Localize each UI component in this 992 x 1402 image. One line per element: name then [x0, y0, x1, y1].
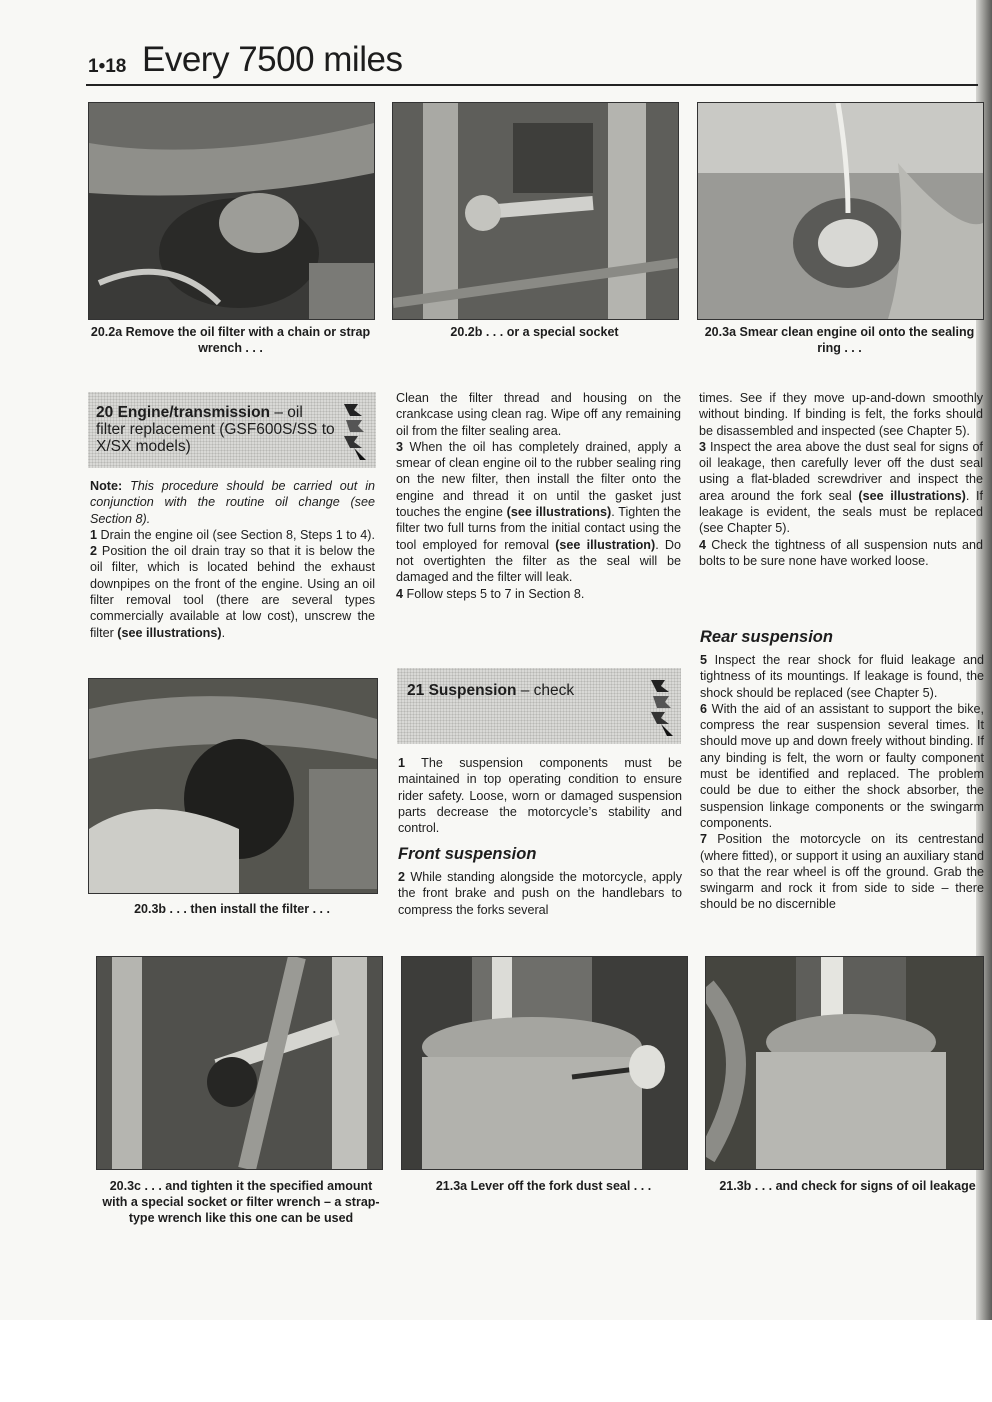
- header-rule: [86, 84, 978, 86]
- photo-20-3b: [88, 678, 378, 894]
- section-21-number: 21: [407, 682, 425, 699]
- section-21-title-bold: Suspension: [428, 682, 517, 699]
- section-21-step-5: 5 Inspect the rear shock for fluid leakage and tightness of its mountings. If leakage is found, the shock should be replaced (see Chapter 5).: [700, 653, 984, 700]
- section-21-step-6: 6 With the aid of an assistant to support the bike, compress the rear suspension several times. It should move up and down freely without binding. If any binding is felt, the worn or faulty component must be identified and replaced. The problem could be due to either the shock absorber, the suspension linkage components or the swingarm components.: [700, 701, 984, 830]
- rear-suspension-heading: Rear suspension: [700, 628, 833, 646]
- section-20-title-bold: Engine/transmission: [117, 404, 271, 421]
- caption-20-3c: 20.3c . . . and tighten it the specified amount with a special socket or filter wrench – a strap-type wrench like this one can be used: [102, 1179, 380, 1225]
- section-20-number: 20: [96, 404, 114, 421]
- section-21-step-2-cont: times. See if they move up-and-down smoothly without binding. If binding is felt, the forks should be disassembled and inspected (see Chapter 5).: [699, 391, 983, 438]
- section-20-title-rest: – oil filter replacement (GSF600S/SS to X/SX models): [96, 404, 335, 455]
- column-1-text: [90, 478, 375, 641]
- column-3-text: [699, 390, 983, 569]
- caption-20-3b: 20.3b . . . then install the filter . . .: [134, 902, 330, 916]
- caption-21-3b: 21.3b . . . and check for signs of oil leakage: [719, 1179, 976, 1193]
- caption-20-3a: 20.3a Smear clean engine oil onto the sealing ring . . .: [704, 325, 975, 355]
- section-21-step-3: 3 Inspect the area above the dust seal for signs of oil leakage, then carefully lever off the dust seal using a flat-bladed screwdriver and inspect the area around the fork seal (see illustrations). If leakage is evident, the seals must be replaced (see Chapter 5).: [699, 439, 983, 536]
- spanner-difficulty-icon: [647, 676, 675, 738]
- page-title: Every 7500 miles: [142, 40, 403, 79]
- section-21-step-1: 1 The suspension components must be maintained in top operating condition to ensure rider safety. Loose, worn or damaged suspension parts decrease the motorcycle’s stability and control.: [398, 756, 682, 836]
- photo-20-2b: [392, 102, 679, 320]
- front-suspension-heading: Front suspension: [398, 845, 537, 863]
- section-20-title: [96, 404, 336, 455]
- section-21-title: [407, 682, 637, 699]
- caption-21-3a: 21.3a Lever off the fork dust seal . . .: [435, 1179, 652, 1193]
- section-20-note: Note: This procedure should be carried out in conjunction with the routine oil change (see Section 8).: [90, 479, 375, 526]
- section-21-step-7: 7 Position the motorcycle on its centrestand (where fitted), or support it using an auxiliary stand so that the rear wheel is off the ground. Grab the swingarm and rock it from side to side – there should be no discernible: [700, 832, 984, 912]
- section-21-step-4: 4 Check the tightness of all suspension nuts and bolts to be sure none have worked loose.: [699, 537, 983, 568]
- caption-20-2b: 20.2b . . . or a special socket: [450, 325, 619, 339]
- photo-20-2a: [88, 102, 375, 320]
- section-21-step-2: 2 While standing alongside the motorcycle, apply the front brake and push on the handlebars to compress the forks several: [398, 870, 682, 917]
- section-20-step-1: 1 Drain the engine oil (see Section 8, Steps 1 to 4).: [90, 527, 375, 542]
- section-20-step-3: 3 When the oil has completely drained, apply a smear of clean engine oil to the rubber sealing ring on the new filter, then install the filter onto the engine and thread it on until the gasket just touches the engine (see illustrations). Tighten the filter two full turns from the initial contact using the tool employed for removal (see illustration). Do not overtighten the filter as the seal will be damaged and the filter will leak.: [396, 439, 682, 585]
- section-20-step-2-cont: Clean the filter thread and housing on the crankcase using clean rag. Wipe off any remaining oil from the filter sealing area.: [396, 391, 681, 438]
- section-20-step-2: 2 Position the oil drain tray so that it is below the oil filter, which is located behind the exhaust downpipes on the front of the engine. Using an oil filter removal tool (there are several types commercially available at low cost), unscrew the filter (see illustrations).: [90, 544, 375, 640]
- spanner-difficulty-icon: [340, 400, 368, 462]
- photo-21-3a: [401, 956, 688, 1170]
- section-20-step-4: 4 Follow steps 5 to 7 in Section 8.: [396, 586, 585, 601]
- section-20-header: [88, 392, 376, 468]
- photo-20-3c: [96, 956, 383, 1170]
- column-2-text: [396, 390, 681, 602]
- column-2-lower-text: [398, 755, 682, 836]
- page-number: 1•18: [88, 56, 127, 77]
- section-21-header: [397, 668, 681, 744]
- photo-20-3a: [697, 102, 984, 320]
- photo-21-3b: [705, 956, 984, 1170]
- section-21-title-rest: – check: [516, 682, 575, 699]
- column-2-front-text: [398, 869, 682, 918]
- caption-20-2a: 20.2a Remove the oil filter with a chain or strap wrench . . .: [90, 325, 371, 355]
- column-3-rear-text: [700, 652, 984, 913]
